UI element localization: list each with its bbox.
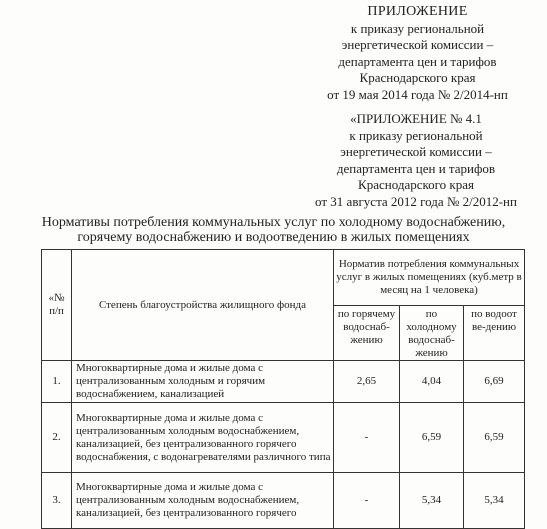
table-row	[42, 403, 525, 473]
appendix-line: к приказу региональной	[350, 20, 485, 36]
norms-table	[41, 249, 525, 529]
row-number: 1.	[42, 361, 72, 403]
row-description: Многоквартирные дома и жилые дома с централизованным холодным водоснабжением, канализацией, без централизованного горячего водоснабжения, с водонагревателями различного типа	[72, 403, 334, 473]
appendix-line: Краснодарского края	[358, 177, 474, 192]
appendix-header-2014	[290, 4, 545, 103]
table-header-row	[42, 250, 525, 306]
appendix-line: энергетической комиссии –	[341, 37, 494, 52]
row-description: Многоквартирные дома и жилые дома с централизованным холодным водоснабжением, канализацией, без централизованного горячего	[72, 473, 334, 529]
header-number: «№ п/п	[42, 250, 72, 361]
row-cold-water: 6,59	[400, 403, 464, 473]
appendix-date-line: от 19 мая 2014 года № 2/2014-нп	[327, 86, 508, 102]
row-cold-water: 5,34	[400, 473, 464, 529]
table-row	[42, 361, 525, 403]
appendix-date-line: от 31 августа 2012 года № 2/2012-нп	[315, 193, 517, 209]
row-hot-water: 2,65	[334, 361, 400, 403]
document-title-line-1: Нормативы потребления коммунальных услуг по холодному водоснабжению,	[41, 215, 506, 230]
row-drainage: 6,69	[464, 361, 525, 403]
row-drainage: 6,59	[464, 403, 525, 473]
appendix-line: энергетической комиссии –	[340, 144, 492, 159]
header-cold-water: по холодному водоснаб-жению	[400, 306, 464, 361]
appendix-header-4-1	[280, 111, 547, 210]
row-hot-water: -	[334, 403, 400, 473]
table-row	[42, 473, 525, 529]
row-number: 2.	[42, 403, 72, 473]
appendix-line: к приказу региональной	[349, 127, 483, 143]
document-title-line-2: горячему водоснабжению и водоотведению в жилых помещениях	[77, 230, 470, 245]
header-drainage: по водоот ве-дению	[464, 306, 525, 361]
header-hot-water: по горячему водоснаб-жению	[334, 306, 400, 361]
appendix-line: департамента цен и тарифов	[336, 160, 496, 176]
document-title	[0, 215, 547, 245]
appendix-title: «ПРИЛОЖЕНИЕ № 4.1	[350, 111, 482, 126]
header-norm: Норматив потребления коммунальных услуг в жилых помещениях (куб.метр в месяц на 1 человека)	[334, 250, 525, 306]
appendix-title: ПРИЛОЖЕНИЕ	[367, 4, 468, 19]
row-drainage: 5,34	[464, 473, 525, 529]
row-cold-water: 4,04	[400, 361, 464, 403]
appendix-line: Краснодарского края	[359, 70, 476, 85]
row-number: 3.	[42, 473, 72, 529]
row-description: Многоквартирные дома и жилые дома с централизованным холодным и горячим водоснабжением, канализацией	[72, 361, 334, 403]
row-hot-water: -	[334, 473, 400, 529]
header-degree: Степень благоустройства жилищного фонда	[72, 250, 334, 361]
appendix-line: департамента цен и тарифов	[338, 53, 497, 69]
